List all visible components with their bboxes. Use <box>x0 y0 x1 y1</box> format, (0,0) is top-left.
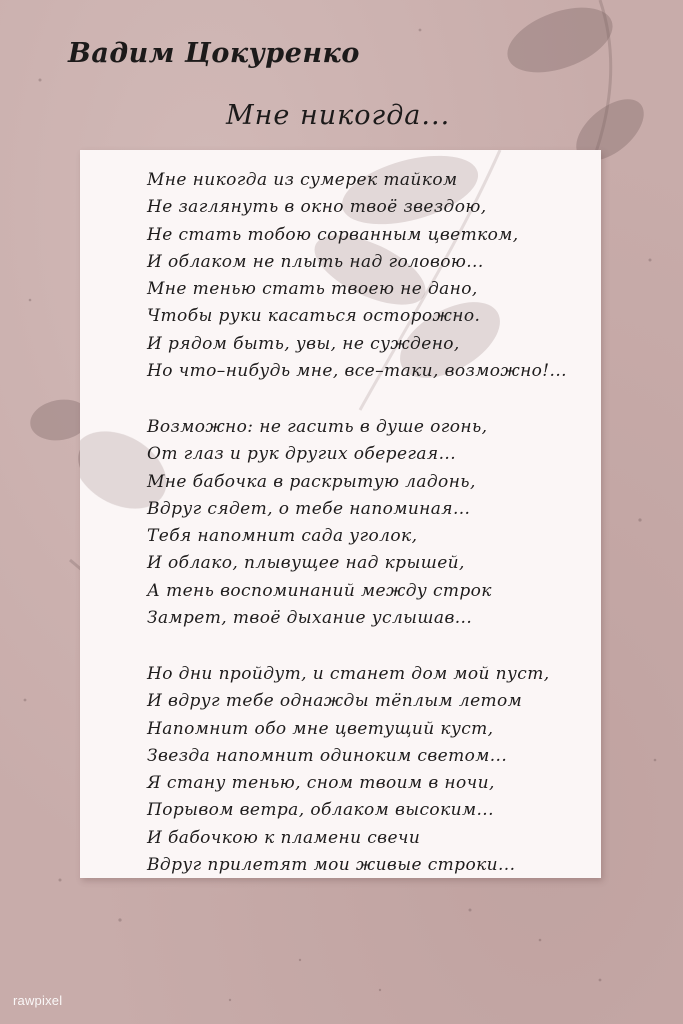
poem-line: Вдруг прилетят мои живые строки... <box>147 855 516 876</box>
poem-line: Возможно: не гасить в душе огонь, <box>147 417 488 437</box>
poem-line: Вдруг сядет, о тебе напоминая... <box>147 498 471 519</box>
poem-line: Мне тенью стать твоею не дано, <box>147 279 478 300</box>
poem-line: Напомнит обо мне цветущий куст, <box>147 718 494 739</box>
poem-line: Звезда напомнит одиноким светом... <box>147 745 508 766</box>
stanza-3 <box>147 661 550 878</box>
poem-line: Мне никогда из сумерек тайком <box>147 170 458 190</box>
poem-line: И облако, плывущее над крышей, <box>147 553 465 574</box>
poem-line: Чтобы руки касаться осторожно. <box>147 306 481 327</box>
poem-title: Мне никогда... <box>226 100 451 131</box>
poem-line: Мне бабочка в раскрытую ладонь, <box>147 471 476 492</box>
poem-line: Замрет, твоё дыхание услышав... <box>147 608 473 629</box>
poem-line: Не стать тобою сорванным цветком, <box>147 224 519 245</box>
poem-line: Но что–нибудь мне, все–таки, возможно!... <box>147 361 567 382</box>
poem-line: Но дни пройдут, и станет дом мой пуст, <box>147 664 550 684</box>
poem-line: Порывом ветра, облаком высоким... <box>147 800 494 821</box>
poem-line: Я стану тенью, сном твоим в ночи, <box>147 773 495 794</box>
stanza-1 <box>147 167 567 385</box>
author-name: Вадим Цокуренко <box>68 38 360 69</box>
poem-line: Тебя напомнит сада уголок, <box>147 526 418 547</box>
poem-line: А тень воспоминаний между строк <box>147 580 492 601</box>
poem-line: И рядом быть, увы, не суждено, <box>147 333 460 354</box>
watermark-text: rawpixel <box>13 993 63 1008</box>
poem-line: От глаз и рук других оберегая... <box>147 444 456 465</box>
stanza-2 <box>147 414 492 632</box>
poem-line: Не заглянуть в окно твоё звездою, <box>147 197 487 218</box>
poem-line: И бабочкою к пламени свечи <box>147 827 421 848</box>
poem-line: И облаком не плыть над головою... <box>147 251 484 272</box>
poem-line: И вдруг тебе однажды тёплым летом <box>147 691 523 712</box>
poem-paper <box>80 150 601 878</box>
